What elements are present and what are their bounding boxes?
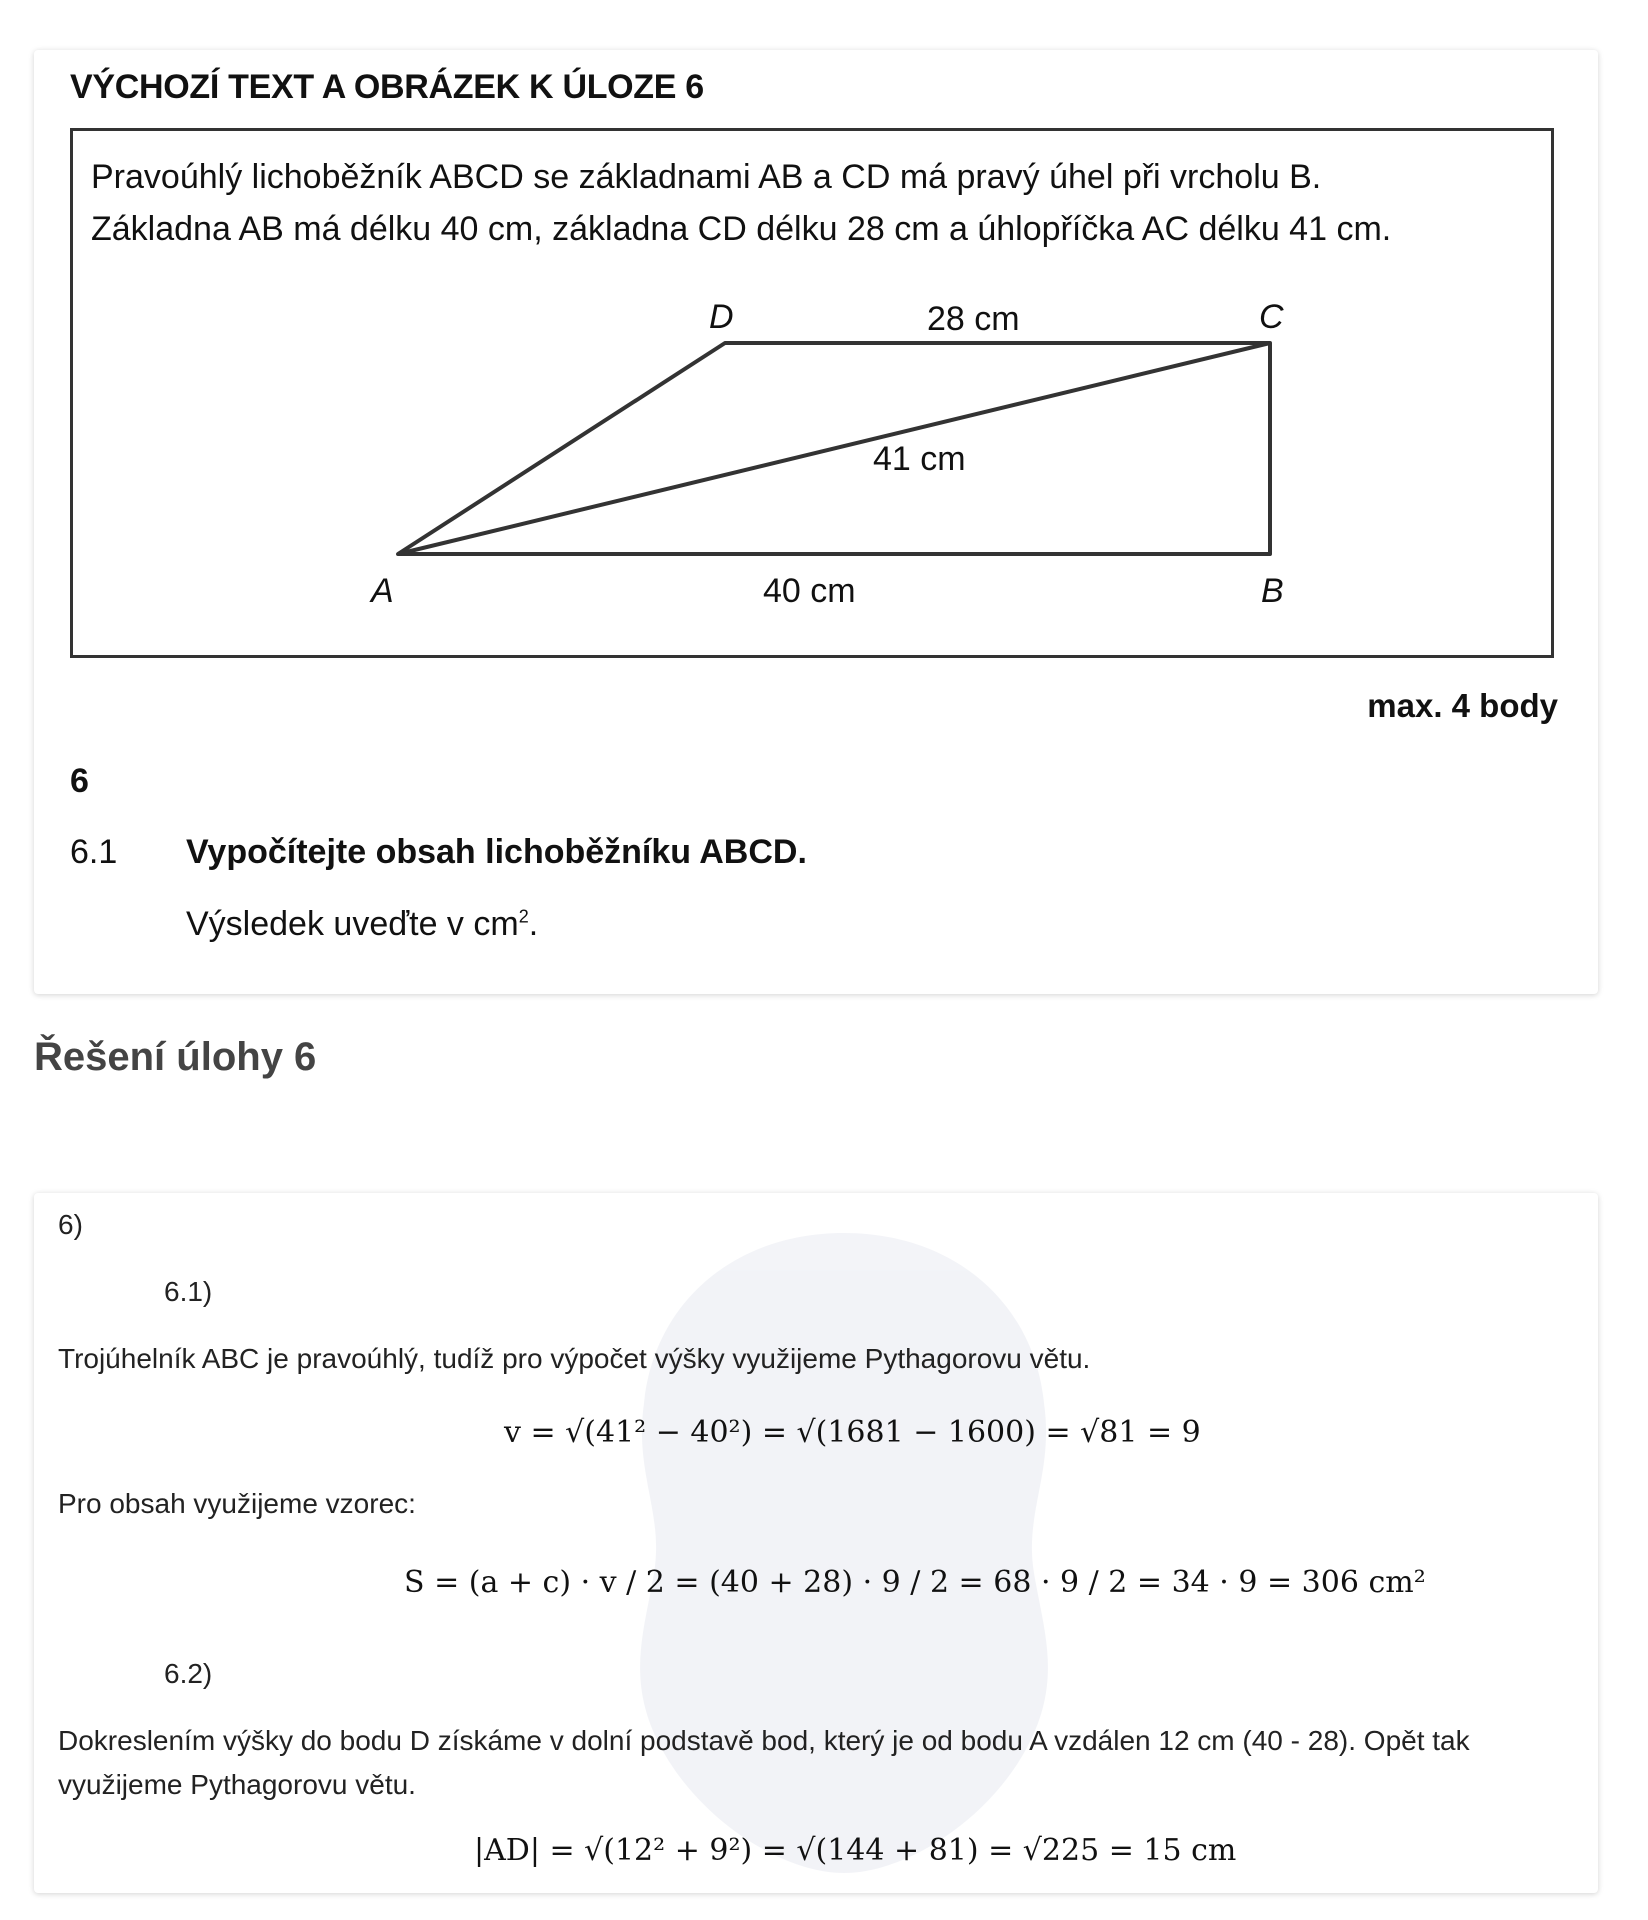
subtask-note-end: . — [528, 905, 539, 943]
subtask-number: 6.1 — [70, 833, 118, 871]
task-number: 6 — [70, 762, 89, 800]
diagonal-ac — [398, 343, 1270, 554]
solution-card — [34, 1193, 1598, 1893]
subtask-note-text: Výsledek uveďte v cm — [186, 905, 519, 943]
subtask-note — [186, 905, 538, 944]
task-heading: VÝCHOZÍ TEXT A OBRÁZEK K ÚLOZE 6 — [70, 68, 704, 106]
subtask-note-sup: 2 — [518, 906, 529, 927]
equation-height — [504, 1415, 1201, 1450]
vertex-d-label: D — [709, 298, 734, 336]
diagonal-ac-label: 41 cm — [873, 440, 966, 478]
intro-line-1: Pravoúhlý lichoběžník ABCD se základnami AB a CD má pravý úhel při vrcholu B. — [91, 158, 1322, 196]
vertex-a-label: A — [371, 572, 394, 610]
solution-label-6-2: 6.2) — [164, 1658, 213, 1689]
solution-heading: Řešení úlohy 6 — [34, 1035, 317, 1079]
solution-text-ad-line-2: využijeme Pythagorovu větu. — [58, 1769, 416, 1800]
max-points: max. 4 body — [1367, 687, 1558, 724]
solution-label-6-1: 6.1) — [164, 1276, 213, 1307]
vertex-c-label: C — [1259, 298, 1284, 336]
equation-area-text: S = (a + c) · v / 2 = (40 + 28) · 9 / 2 = 68 · 9 / 2 = 34 · 9 = 306 cm² — [404, 1565, 1426, 1600]
figure-box — [70, 128, 1554, 658]
equation-height-text: v = √(41² − 40²) = √(1681 − 1600) = √81 = 9 — [504, 1415, 1201, 1450]
watermark-logo — [534, 1213, 1154, 1893]
intro-line-2: Základna AB má délku 40 cm, základna CD délku 28 cm a úhlopříčka AC délku 41 cm. — [91, 210, 1392, 248]
side-ab-label: 40 cm — [763, 572, 856, 610]
solution-label-6: 6) — [58, 1209, 83, 1240]
subtask-text: Vypočítejte obsah lichoběžníku ABCD. — [186, 833, 807, 871]
intro-text — [91, 151, 1391, 255]
solution-text-ad-line-1: Dokreslením výšky do bodu D získáme v dolní podstavě bod, který je od bodu A vzdálen 12 cm (40 - 28). Opět tak — [58, 1725, 1470, 1756]
equation-ad — [474, 1833, 1236, 1868]
equation-area — [404, 1565, 1426, 1600]
task-card — [34, 50, 1598, 994]
solution-text-pythagoras: Trojúhelník ABC je pravoúhlý, tudíž pro výpočet výšky využijeme Pythagorovu větu. — [58, 1343, 1091, 1374]
side-cd-label: 28 cm — [927, 300, 1020, 338]
solution-text-area-formula: Pro obsah využijeme vzorec: — [58, 1488, 416, 1519]
vertex-b-label: B — [1261, 572, 1284, 610]
equation-ad-text: |AD| = √(12² + 9²) = √(144 + 81) = √225 = 15 cm — [474, 1833, 1237, 1868]
